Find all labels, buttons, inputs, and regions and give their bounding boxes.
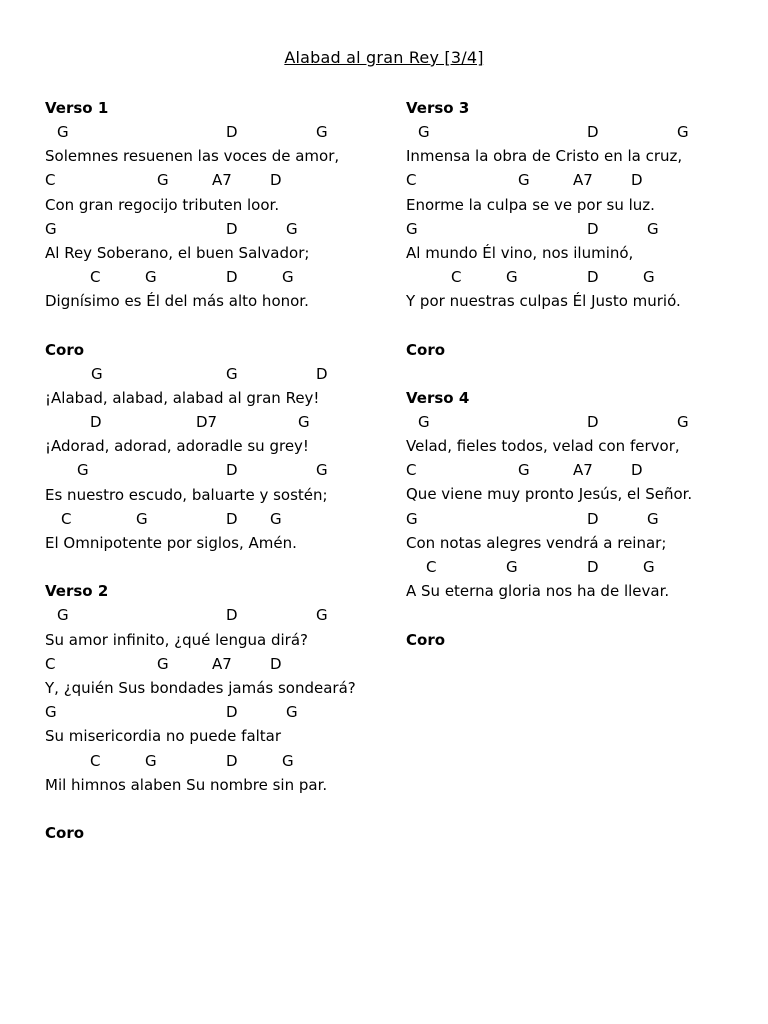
lyric-line: Dignísimo es Él del más alto honor. [45, 292, 309, 311]
chord: D [270, 654, 282, 673]
chord-line [45, 603, 385, 627]
lyric-line: Y, ¿quién Sus bondades jamás sondeará? [45, 678, 356, 697]
chord-line [45, 168, 385, 192]
lyric-line: Que viene muy pronto Jesús, el Señor. [406, 485, 693, 504]
chord: G [518, 461, 530, 480]
chord: C [406, 171, 417, 190]
chord: G [157, 654, 169, 673]
chord: G [77, 461, 89, 480]
lyric-line: Con gran regocijo tributen loor. [45, 195, 280, 214]
section-title: Coro [406, 340, 446, 359]
lyric-line: Su misericordia no puede faltar [45, 727, 282, 746]
chord: G [647, 509, 659, 528]
chord: G [157, 171, 169, 190]
chord: D [90, 413, 102, 432]
chord: G [418, 123, 430, 141]
chord: D [587, 509, 599, 528]
lyric-line: A Su eterna gloria nos ha de llevar. [406, 582, 670, 601]
lyric-line: Su amor infinito, ¿qué lengua dirá? [45, 630, 308, 649]
chord-line [406, 120, 746, 144]
chord: D [226, 509, 238, 528]
chord-line [45, 700, 385, 724]
chord-line [45, 507, 385, 531]
lyric-line: Y por nuestras culpas Él Justo murió. [406, 292, 681, 311]
chord-line [45, 652, 385, 676]
chord: G [282, 751, 294, 770]
chord: D [316, 364, 328, 383]
chord: G [406, 219, 418, 238]
chord: G [647, 219, 659, 238]
chord: D [226, 751, 238, 770]
chord: C [406, 461, 417, 480]
lyric-line: Solemnes resuenen las voces de amor, [45, 147, 340, 166]
chord: G [45, 703, 57, 722]
chord: G [45, 219, 57, 238]
chord: G [282, 268, 294, 287]
chord: G [406, 509, 418, 528]
section-title: Verso 4 [406, 388, 470, 407]
lyric-line: Velad, fieles todos, velad con fervor, [406, 437, 680, 456]
chord-line [45, 120, 385, 144]
chord: A7 [573, 171, 593, 190]
chord: D [587, 123, 599, 141]
chord: G [677, 123, 689, 141]
chord: G [270, 509, 282, 528]
chord: A7 [212, 171, 232, 190]
chord-line [406, 265, 746, 289]
chord: D [226, 123, 238, 141]
chord: G [506, 558, 518, 576]
chord: C [45, 171, 56, 190]
chord-line [406, 410, 746, 434]
chord-line [45, 410, 385, 434]
chord: A7 [573, 461, 593, 480]
left-column [45, 96, 385, 845]
lyric-line: Inmensa la obra de Cristo en la cruz, [406, 147, 683, 166]
chord-line [45, 217, 385, 241]
chord: G [57, 123, 69, 141]
chord: G [506, 268, 518, 287]
chord: G [316, 123, 328, 141]
chord: G [136, 509, 148, 528]
chord: D [587, 412, 599, 431]
chord: C [90, 268, 101, 287]
chord: G [298, 413, 310, 432]
chord: G [418, 412, 430, 431]
section-title: Coro [406, 630, 446, 649]
chord: A7 [212, 654, 232, 673]
chord: G [91, 364, 103, 383]
lyric-line: ¡Alabad, alabad, alabad al gran Rey! [45, 388, 320, 407]
chord-line [406, 458, 746, 482]
chord-line [406, 507, 746, 531]
lyric-line: Con notas alegres vendrá a reinar; [406, 533, 667, 552]
lyric-line: ¡Adorad, adorad, adoradle su grey! [45, 437, 309, 456]
chord: G [286, 219, 298, 238]
section-title: Verso 3 [406, 99, 470, 117]
chord: G [226, 364, 238, 383]
chord-line [45, 458, 385, 482]
section-title: Coro [45, 824, 85, 843]
section-title: Verso 1 [45, 99, 109, 117]
chord-line [406, 555, 746, 579]
chord: D7 [196, 413, 218, 432]
chord: D [226, 219, 238, 238]
chord: D [631, 461, 643, 480]
chord: G [145, 751, 157, 770]
chord: G [316, 461, 328, 480]
chord: D [226, 461, 238, 480]
chord: G [643, 558, 655, 576]
lyric-line: El Omnipotente por siglos, Amén. [45, 534, 297, 552]
chord-line [45, 749, 385, 773]
section-title: Verso 2 [45, 582, 109, 601]
chord: G [677, 412, 689, 431]
chord-line [45, 265, 385, 289]
chord: C [451, 268, 462, 287]
chord: G [316, 606, 328, 625]
chord: C [426, 558, 437, 576]
lyric-line: Enorme la culpa se ve por su luz. [406, 195, 655, 214]
chord: D [226, 606, 238, 625]
chord: D [587, 219, 599, 238]
chord: D [270, 171, 282, 190]
lyric-line: Mil himnos alaben Su nombre sin par. [45, 775, 328, 794]
section-title: Coro [45, 340, 85, 359]
chord: C [61, 509, 72, 528]
lyric-line: Al Rey Soberano, el buen Salvador; [45, 243, 310, 262]
chord: D [587, 268, 599, 287]
chord: G [643, 268, 655, 287]
chord: G [145, 268, 157, 287]
lyric-line: Es nuestro escudo, baluarte y sostén; [45, 485, 328, 504]
chord-line [406, 168, 746, 192]
chord: G [518, 171, 530, 190]
chord: G [57, 606, 69, 625]
lyric-line: Al mundo Él vino, nos iluminó, [406, 243, 634, 262]
chord: D [226, 268, 238, 287]
chord-line [45, 362, 385, 386]
chord: C [90, 751, 101, 770]
chord: C [45, 654, 56, 673]
right-column [406, 96, 746, 652]
chord: D [587, 558, 599, 576]
page-title: Alabad al gran Rey [3/4] [284, 48, 484, 67]
chord: G [286, 703, 298, 722]
chord: D [226, 703, 238, 722]
chord: D [631, 171, 643, 190]
chord-line [406, 217, 746, 241]
